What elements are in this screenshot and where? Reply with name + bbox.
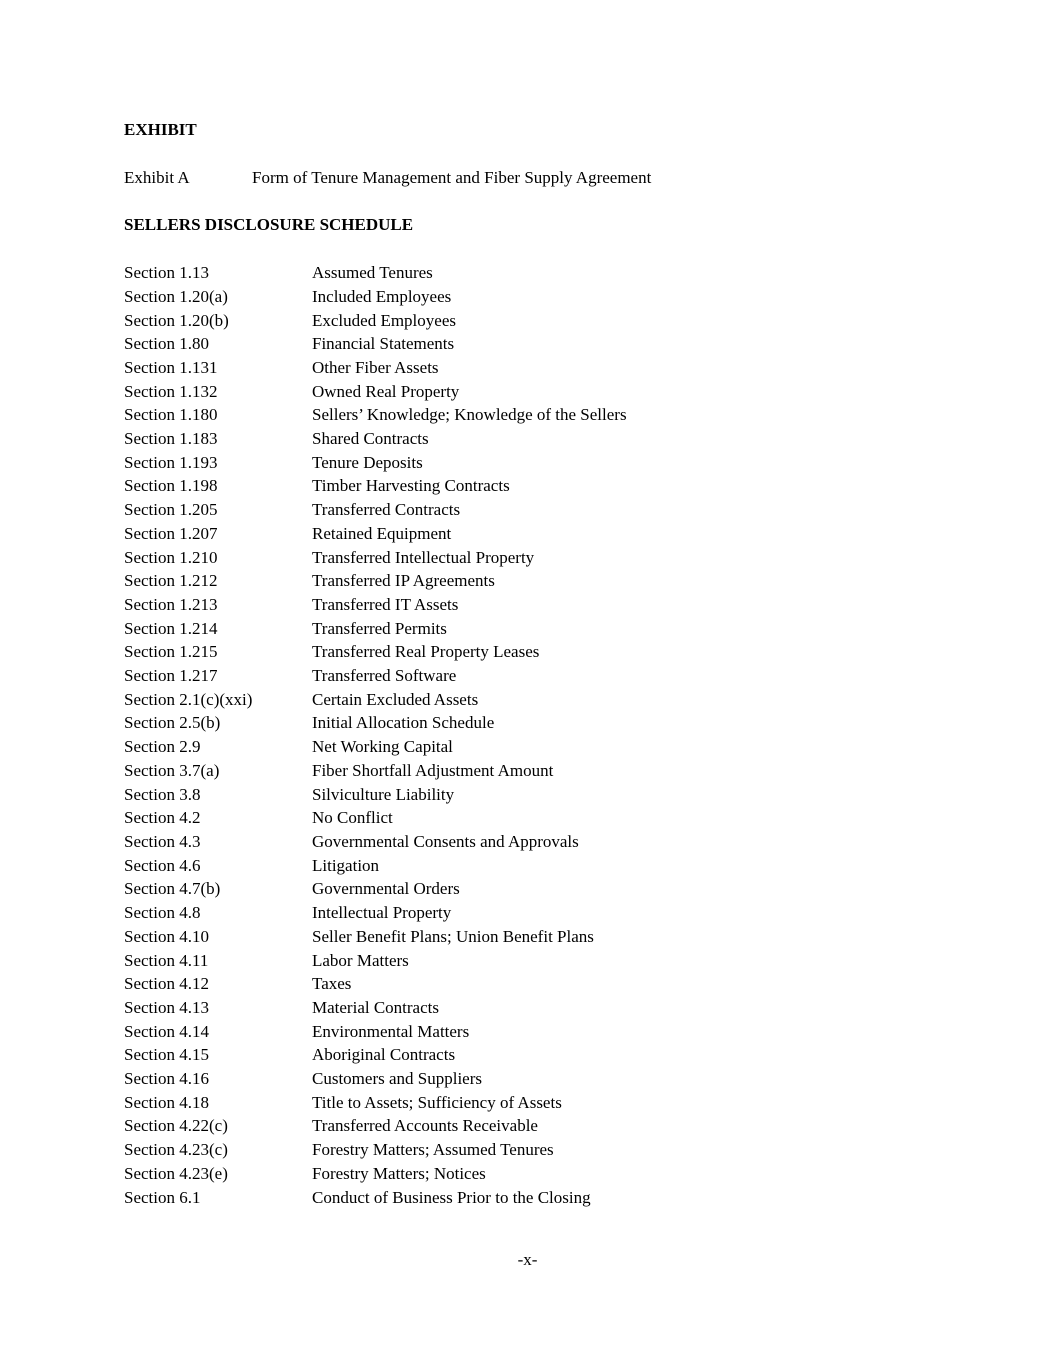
sellers-disclosure-schedule-heading: SELLERS DISCLOSURE SCHEDULE xyxy=(124,215,414,235)
section-row xyxy=(124,522,964,546)
section-label: Section 4.12 xyxy=(124,974,209,994)
section-row xyxy=(124,427,964,451)
section-title: Initial Allocation Schedule xyxy=(312,713,495,733)
section-title: Certain Excluded Assets xyxy=(312,689,479,709)
section-title: Other Fiber Assets xyxy=(312,357,439,377)
section-row xyxy=(124,451,964,475)
section-row xyxy=(124,1091,964,1115)
section-label: Section 1.198 xyxy=(124,476,218,496)
section-title: Title to Assets; Sufficiency of Assets xyxy=(312,1092,562,1112)
section-row xyxy=(124,332,964,356)
section-row xyxy=(124,877,964,901)
section-label: Section 1.205 xyxy=(124,500,218,520)
section-label: Section 1.215 xyxy=(124,642,218,662)
section-label: Section 1.193 xyxy=(124,452,218,472)
section-label: Section 4.16 xyxy=(124,1069,209,1089)
section-label: Section 3.8 xyxy=(124,784,201,804)
section-title: Aboriginal Contracts xyxy=(312,1045,456,1065)
section-row xyxy=(124,546,964,570)
exhibit-title: Form of Tenure Management and Fiber Supply Agreement xyxy=(252,167,652,187)
section-row xyxy=(124,380,964,404)
section-label: Section 4.23(c) xyxy=(124,1140,228,1160)
section-label: Section 1.183 xyxy=(124,429,218,449)
section-label: Section 4.6 xyxy=(124,855,201,875)
section-row xyxy=(124,949,964,973)
section-row xyxy=(124,735,964,759)
section-label: Section 1.207 xyxy=(124,523,218,543)
exhibit-row xyxy=(124,166,964,190)
section-title: Net Working Capital xyxy=(312,737,453,757)
section-row xyxy=(124,711,964,735)
section-label: Section 1.180 xyxy=(124,405,218,425)
section-label: Section 1.13 xyxy=(124,263,209,283)
section-row xyxy=(124,854,964,878)
section-title: Shared Contracts xyxy=(312,429,429,449)
section-label: Section 4.14 xyxy=(124,1021,209,1041)
section-title: Forestry Matters; Assumed Tenures xyxy=(312,1140,554,1160)
section-row xyxy=(124,474,964,498)
section-label: Section 1.80 xyxy=(124,334,209,354)
section-title: Conduct of Business Prior to the Closing xyxy=(312,1187,591,1207)
section-label: Section 4.8 xyxy=(124,903,201,923)
section-title: Transferred Permits xyxy=(312,618,447,638)
section-title: Taxes xyxy=(312,974,352,994)
exhibit-label: Exhibit A xyxy=(124,167,190,187)
section-title: Environmental Matters xyxy=(312,1021,470,1041)
section-row xyxy=(124,1138,964,1162)
section-title: Labor Matters xyxy=(312,950,409,970)
section-row xyxy=(124,1162,964,1186)
section-label: Section 1.132 xyxy=(124,381,218,401)
section-row xyxy=(124,640,964,664)
section-row xyxy=(124,1114,964,1138)
section-title: Transferred IT Assets xyxy=(312,594,459,614)
section-row xyxy=(124,972,964,996)
section-title: Transferred Real Property Leases xyxy=(312,642,540,662)
section-row xyxy=(124,261,964,285)
section-label: Section 1.131 xyxy=(124,357,218,377)
section-row xyxy=(124,617,964,641)
exhibit-heading: EXHIBIT xyxy=(124,120,197,139)
section-title: Retained Equipment xyxy=(312,523,452,543)
section-label: Section 1.217 xyxy=(124,666,218,686)
section-title: No Conflict xyxy=(312,808,393,828)
section-label: Section 3.7(a) xyxy=(124,760,220,780)
section-title: Fiber Shortfall Adjustment Amount xyxy=(312,760,554,780)
section-title: Seller Benefit Plans; Union Benefit Plans xyxy=(312,926,594,946)
section-title: Excluded Employees xyxy=(312,310,456,330)
section-label: Section 4.11 xyxy=(124,950,209,970)
section-label: Section 1.20(b) xyxy=(124,310,229,330)
section-row xyxy=(124,806,964,830)
section-title: Transferred Software xyxy=(312,666,457,686)
section-row xyxy=(124,593,964,617)
section-title: Financial Statements xyxy=(312,334,455,354)
section-label: Section 2.5(b) xyxy=(124,713,221,733)
section-row xyxy=(124,285,964,309)
section-title: Silviculture Liability xyxy=(312,784,455,804)
section-label: Section 4.15 xyxy=(124,1045,209,1065)
section-title: Transferred Accounts Receivable xyxy=(312,1116,538,1136)
section-row xyxy=(124,996,964,1020)
section-title: Sellers’ Knowledge; Knowledge of the Sellers xyxy=(312,405,627,425)
section-label: Section 4.2 xyxy=(124,808,201,828)
section-label: Section 4.18 xyxy=(124,1092,209,1112)
section-row xyxy=(124,830,964,854)
section-title: Assumed Tenures xyxy=(312,263,433,283)
section-title: Governmental Consents and Approvals xyxy=(312,831,579,851)
section-label: Section 1.214 xyxy=(124,618,218,638)
section-title: Material Contracts xyxy=(312,997,439,1017)
section-row xyxy=(124,569,964,593)
document-content xyxy=(124,118,964,1209)
section-row xyxy=(124,498,964,522)
section-row xyxy=(124,664,964,688)
section-row xyxy=(124,759,964,783)
section-row xyxy=(124,1043,964,1067)
section-label: Section 4.23(e) xyxy=(124,1163,228,1183)
section-row xyxy=(124,309,964,333)
section-label: Section 1.210 xyxy=(124,547,218,567)
page-number: -x- xyxy=(517,1250,538,1269)
section-row xyxy=(124,1020,964,1044)
section-row xyxy=(124,783,964,807)
section-label: Section 4.13 xyxy=(124,997,209,1017)
section-label: Section 1.213 xyxy=(124,594,218,614)
section-row xyxy=(124,688,964,712)
section-title: Owned Real Property xyxy=(312,381,460,401)
section-title: Tenure Deposits xyxy=(312,452,423,472)
section-label: Section 4.22(c) xyxy=(124,1116,228,1136)
section-title: Forestry Matters; Notices xyxy=(312,1163,486,1183)
section-label: Section 4.7(b) xyxy=(124,879,221,899)
section-label: Section 2.1(c)(xxi) xyxy=(124,689,253,709)
section-row xyxy=(124,356,964,380)
section-row xyxy=(124,1067,964,1091)
section-row xyxy=(124,403,964,427)
section-row xyxy=(124,901,964,925)
section-row xyxy=(124,1186,964,1210)
section-label: Section 6.1 xyxy=(124,1187,201,1207)
section-label: Section 4.10 xyxy=(124,926,209,946)
section-label: Section 4.3 xyxy=(124,831,201,851)
section-title: Customers and Suppliers xyxy=(312,1069,482,1089)
section-title: Transferred IP Agreements xyxy=(312,571,495,591)
section-title: Transferred Intellectual Property xyxy=(312,547,535,567)
section-title: Litigation xyxy=(312,855,380,875)
section-title: Included Employees xyxy=(312,286,452,306)
section-label: Section 1.20(a) xyxy=(124,286,228,306)
section-label: Section 2.9 xyxy=(124,737,201,757)
section-title: Governmental Orders xyxy=(312,879,460,899)
section-list xyxy=(124,261,964,1209)
section-title: Transferred Contracts xyxy=(312,500,461,520)
section-title: Intellectual Property xyxy=(312,903,452,923)
section-row xyxy=(124,925,964,949)
section-label: Section 1.212 xyxy=(124,571,218,591)
section-title: Timber Harvesting Contracts xyxy=(312,476,510,496)
